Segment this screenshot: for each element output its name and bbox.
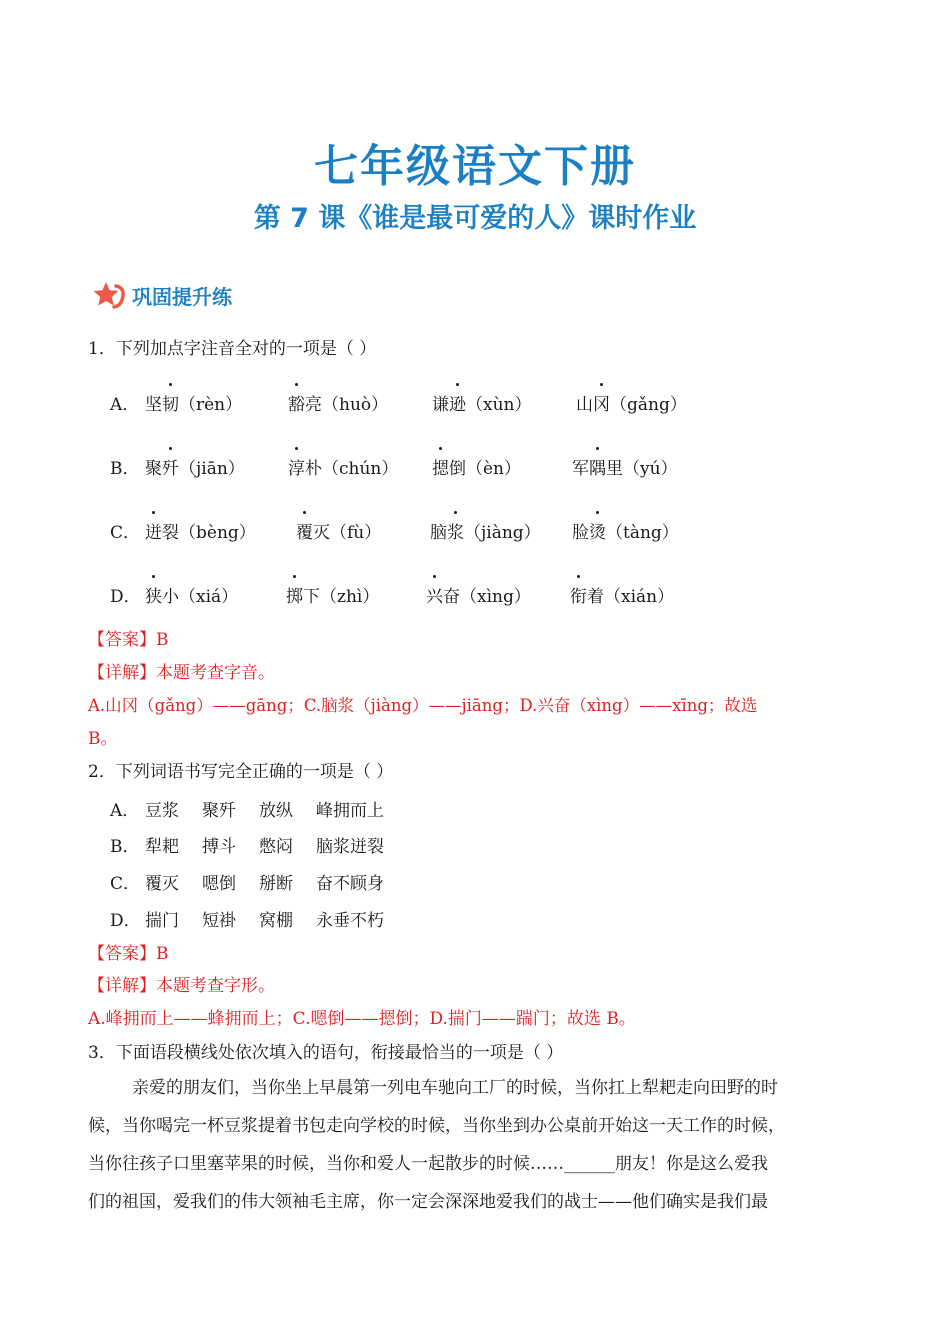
lesson-subtitle: 第 7 课《谁是最可爱的人》课时作业 bbox=[253, 203, 697, 234]
section-label: 巩固提升练 bbox=[132, 281, 232, 310]
option-item: 狭小（xiá） bbox=[145, 582, 238, 607]
word: 永垂不朽 bbox=[316, 911, 384, 931]
option-item: 迸裂（bèng） bbox=[145, 518, 256, 543]
word: 窝棚 bbox=[259, 911, 293, 931]
option-letter: B． bbox=[110, 459, 140, 479]
word: 揣门 bbox=[145, 911, 179, 931]
q1-explanation-cont: B。 bbox=[88, 729, 118, 749]
section-header bbox=[92, 278, 232, 312]
word: 掰断 bbox=[259, 874, 293, 894]
q2-option-d[interactable] bbox=[110, 906, 384, 931]
option-letter: D． bbox=[110, 587, 141, 607]
q2-option-c[interactable] bbox=[110, 869, 384, 894]
word: 短褂 bbox=[202, 911, 236, 931]
word: 憋闷 bbox=[259, 837, 293, 857]
option-item: 军隅里（yú） bbox=[572, 454, 678, 479]
option-item: 衔着（xián） bbox=[570, 582, 674, 607]
option-item: 淳朴（chún） bbox=[288, 454, 398, 479]
q3-paragraph-line: 候，当你喝完一杯豆浆提着书包走向学校的时候，当你坐到办公桌前开始这一天工作的时候， bbox=[88, 1116, 785, 1136]
word: 奋不顾身 bbox=[316, 874, 384, 894]
option-item: 山冈（gǎng） bbox=[576, 390, 687, 415]
q3-paragraph-line: 当你往孩子口里塞苹果的时候，当你和爱人一起散步的时候……______朋友！你是这么爱我 bbox=[88, 1154, 768, 1174]
option-letter: C． bbox=[110, 874, 141, 894]
word: 脑浆迸裂 bbox=[316, 837, 384, 857]
option-item: 兴奋（xìng） bbox=[426, 582, 531, 607]
word: 放纵 bbox=[259, 801, 293, 821]
word: 峰拥而上 bbox=[316, 801, 384, 821]
star-icon bbox=[92, 280, 128, 310]
option-letter: A． bbox=[110, 395, 140, 415]
word: 聚歼 bbox=[202, 801, 236, 821]
q3-stem: 3．下面语段横线处依次填入的语句，衔接最恰当的一项是（ ） bbox=[88, 1043, 564, 1063]
q1-answer: 【答案】B bbox=[88, 630, 169, 650]
page-title: 七年级语文下册 bbox=[314, 141, 636, 192]
option-item: 谦逊（xùn） bbox=[432, 390, 532, 415]
option-item: 坚韧（rèn） bbox=[145, 390, 242, 415]
q2-answer: 【答案】B bbox=[88, 944, 169, 964]
word: 犁耙 bbox=[145, 837, 179, 857]
option-item: 聚歼（jiān） bbox=[145, 454, 245, 479]
option-item: 豁亮（huò） bbox=[288, 390, 388, 415]
word: 覆灭 bbox=[145, 874, 179, 894]
q2-stem: 2．下列词语书写完全正确的一项是（ ） bbox=[88, 762, 394, 782]
q2-explanation: A.峰拥而上——蜂拥而上；C.嗯倒——摁倒；D.揣门——踹门；故选 B。 bbox=[88, 1009, 636, 1029]
word: 搏斗 bbox=[202, 837, 236, 857]
option-letter: D． bbox=[110, 911, 141, 931]
q2-option-b[interactable] bbox=[110, 832, 384, 857]
q3-paragraph-line: 们的祖国，爱我们的伟大领袖毛主席，你一定会深深地爱我们的战士——他们确实是我们最 bbox=[88, 1192, 768, 1212]
option-letter: B． bbox=[110, 837, 140, 857]
option-item: 摁倒（èn） bbox=[432, 454, 521, 479]
q1-detail: 【详解】本题考查字音。 bbox=[88, 663, 275, 683]
q1-stem: 1．下列加点字注音全对的一项是（ ） bbox=[88, 339, 377, 359]
option-item: 掷下（zhì） bbox=[286, 582, 379, 607]
q1-explanation: A.山冈（gǎng）——gāng；C.脑浆（jiàng）——jiāng；D.兴奋（xìng）——xīng；故选 bbox=[88, 696, 758, 715]
option-item: 脸烫（tàng） bbox=[572, 518, 679, 543]
option-item: 覆灭（fù） bbox=[296, 518, 381, 543]
option-letter: C． bbox=[110, 523, 141, 543]
q2-detail: 【详解】本题考查字形。 bbox=[88, 976, 275, 996]
q3-paragraph-line: 亲爱的朋友们，当你坐上早晨第一列电车驰向工厂的时候，当你扛上犁耙走向田野的时 bbox=[132, 1078, 778, 1098]
option-letter: A． bbox=[110, 801, 140, 821]
q2-option-a[interactable] bbox=[110, 796, 384, 821]
option-item: 脑浆（jiàng） bbox=[430, 518, 541, 543]
word: 嗯倒 bbox=[202, 874, 236, 894]
word: 豆浆 bbox=[145, 801, 179, 821]
